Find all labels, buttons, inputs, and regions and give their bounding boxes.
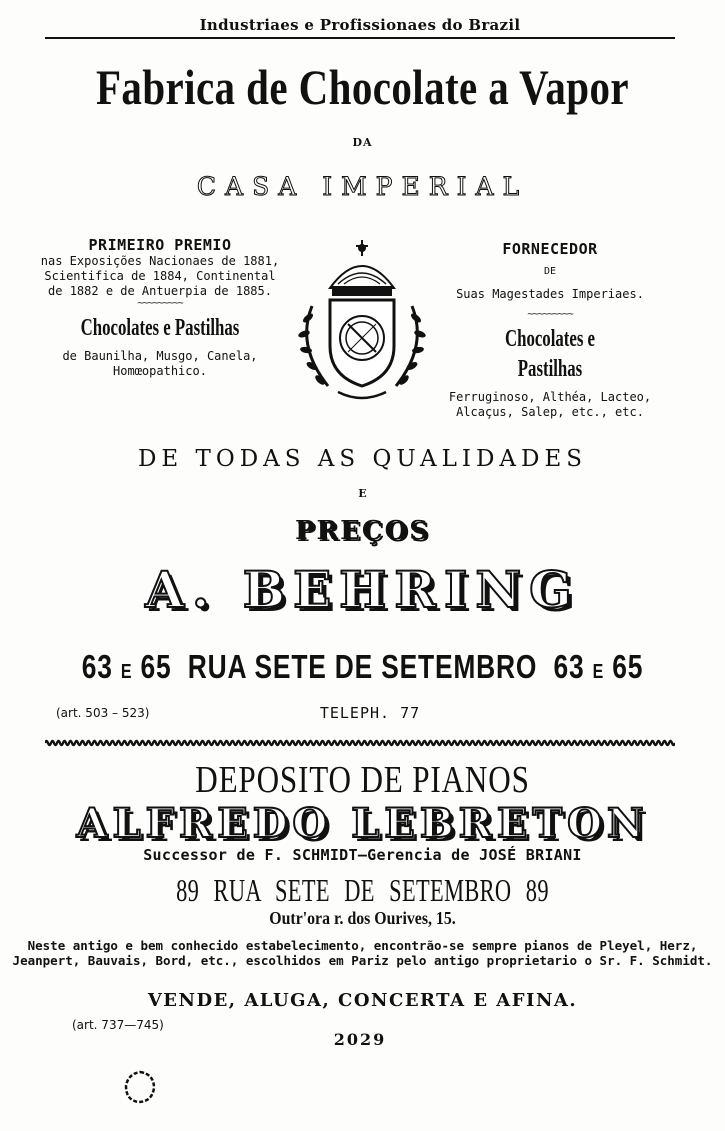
left-flavours: de Baunilha, Musgo, Canela, Homœopathico.: [62, 349, 258, 378]
right-products: Chocolates e Pastilhas: [504, 326, 596, 382]
successor-line: Successor de F. SCHMIDT—Gerencia de JOSÉ BRIANI: [143, 846, 582, 864]
address-number: 89: [176, 872, 200, 908]
right-column: [440, 240, 660, 420]
ink-mark-icon: [120, 1068, 160, 1108]
address-e: E: [120, 661, 133, 683]
e-connector: E: [358, 487, 367, 500]
right-heading: FORNECEDOR: [502, 240, 598, 258]
address-number: 63: [553, 648, 585, 685]
right-text: Suas Magestades Imperiaes.: [456, 287, 644, 301]
services-line: VENDE, ALUGA, CONCERTA E AFINA.: [147, 990, 578, 1011]
piano-company-name: ALFREDO LEBRETON: [76, 800, 649, 847]
imperial-coat-of-arms-icon: [282, 236, 442, 406]
todas-qualidades: DE TODAS AS QUALIDADES: [137, 446, 588, 472]
address-number: 65: [140, 648, 172, 685]
factory-address: [73, 648, 653, 686]
advert-title: Fabrica de Chocolate a Vapor: [95, 59, 630, 115]
address-number: 63: [81, 648, 113, 685]
casa-imperial-heading: CASA IMPERIAL: [196, 172, 529, 201]
left-heading: PRIMEIRO PREMIO: [88, 236, 232, 254]
left-column: [38, 236, 282, 379]
page-header: Industriaes e Profissionaes do Brazil: [45, 16, 675, 39]
address-e: E: [592, 661, 605, 683]
left-products: Chocolates e Pastilhas: [80, 315, 240, 341]
address-number: 89: [525, 872, 549, 908]
left-text: nas Exposições Nacionaes de 1881, Scientifica de 1884, Continental de 1882 e de Antuerpia de 1885.: [40, 254, 280, 298]
right-de: DE: [543, 266, 557, 277]
former-address: Outr'ora r. dos Ourives, 15.: [269, 908, 456, 928]
article-reference: (art. 503 – 523): [56, 706, 150, 720]
shop-description: Neste antigo e bem conhecido estabelecimento, encontrão-se sempre pianos de Pleyel, Herz, Jeanpert, Bauvais, Bord, etc., escolhidos em Pariz pelo antigo proprietario o Sr. F. Schmidt.: [12, 938, 713, 968]
page-number: 2029: [333, 1030, 387, 1049]
right-flavours: Ferruginoso, Althéa, Lacteo, Alcaçus, Salep, etc., etc.: [448, 390, 652, 419]
left-ornament: ~~~~~~~~~: [137, 298, 183, 309]
address-number: 65: [612, 648, 644, 685]
precos-heading: PREÇOS: [294, 516, 431, 546]
address-street: RUA SETE DE SETEMBRO: [213, 872, 512, 908]
wavy-divider: [45, 738, 675, 748]
address-street: RUA SETE DE SETEMBRO: [187, 648, 538, 685]
article-reference: (art. 737—745): [72, 1018, 164, 1032]
company-name: A. BEHRING: [145, 560, 580, 619]
da-label: DA: [352, 136, 373, 149]
deposito-heading: DEPOSITO DE PIANOS: [195, 759, 530, 801]
telephone: TELEPH. 77: [319, 704, 421, 722]
piano-address: [109, 872, 617, 909]
right-ornament: ~~~~~~~~~: [527, 309, 573, 320]
